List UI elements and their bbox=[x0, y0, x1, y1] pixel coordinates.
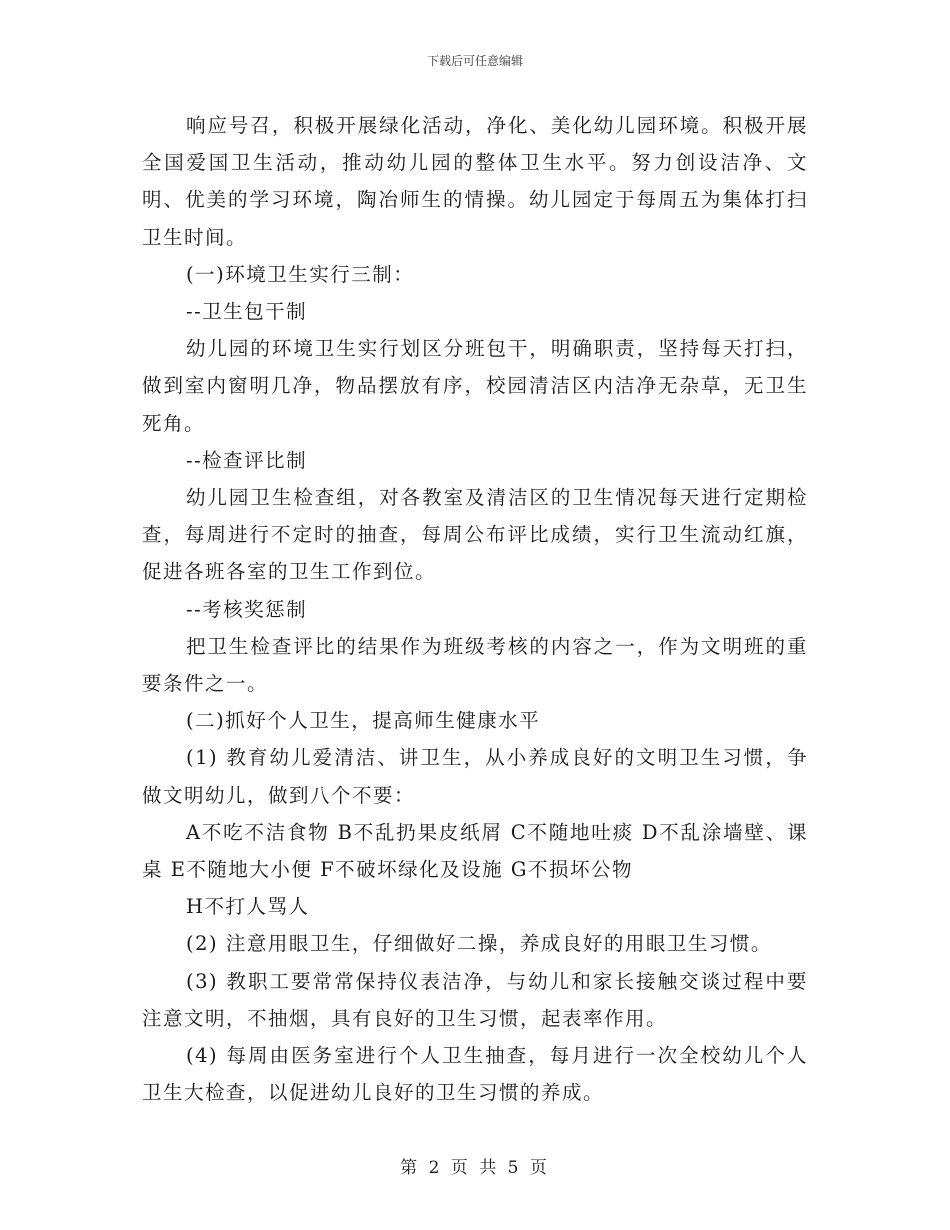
subheading-assessment-system: --考核奖惩制 bbox=[186, 597, 308, 621]
subheading-inspection-system: --检查评比制 bbox=[186, 448, 308, 472]
paragraph-assessment-system: 把卫生检查评比的结果作为班级考核的内容之一，作为文明班的重要条件之一。 bbox=[142, 634, 808, 696]
subheading-responsibility-system: --卫生包干制 bbox=[186, 300, 308, 324]
page-number-footer: 第 2 页 共 5 页 bbox=[400, 1158, 550, 1178]
list-item-2: (2) 注意用眼卫生，仔细做好二操，养成良好的用眼卫生习惯。 bbox=[186, 932, 772, 956]
list-item-eight-rules-h: H不打人骂人 bbox=[186, 895, 310, 919]
document-body bbox=[142, 107, 808, 1111]
paragraph-inspection-system: 幼儿园卫生检查组，对各教室及清洁区的卫生情况每天进行定期检查，每周进行不定时的抽查，每周公布评比成绩，实行卫生流动红旗，促进各班各室的卫生工作到位。 bbox=[142, 486, 808, 584]
section-heading-personal-hygiene: (二)抓好个人卫生，提高师生健康水平 bbox=[186, 709, 541, 733]
list-item-3: (3) 教职工要常常保持仪表洁净，与幼儿和家长接触交谈过程中要注意文明，不抽烟，具有良好的卫生习惯，起表率作用。 bbox=[142, 969, 808, 1030]
paragraph-intro: 响应号召，积极开展绿化活动，净化、美化幼儿园环境。积极开展全国爱国卫生活动，推动幼儿园的整体卫生水平。努力创设洁净、文明、优美的学习环境，陶冶师生的情操。幼儿园定于每周五为集体打扫卫生时间。 bbox=[142, 114, 808, 249]
list-item-1: (1) 教育幼儿爱清洁、讲卫生，从小养成良好的文明卫生习惯，争做文明幼儿，做到八个不要： bbox=[142, 746, 808, 807]
list-item-4: (4) 每周由医务室进行个人卫生抽查，每月进行一次全校幼儿个人卫生大检查，以促进幼儿良好的卫生习惯的养成。 bbox=[142, 1044, 808, 1105]
list-item-eight-rules: A不吃不洁食物 B不乱扔果皮纸屑 C不随地吐痰 D不乱涂墙壁、课桌 E不随地大小便 F不破坏绿化及设施 G不损坏公物 bbox=[142, 820, 808, 882]
section-heading-environment: (一)环境卫生实行三制： bbox=[186, 262, 415, 286]
page-header-note: 下载后可任意编辑 bbox=[426, 54, 523, 68]
paragraph-responsibility-system: 幼儿园的环境卫生实行划区分班包干，明确职责，坚持每天打扫，做到室内窗明几净，物品摆放有序，校园清洁区内洁净无杂草，无卫生死角。 bbox=[142, 337, 808, 435]
